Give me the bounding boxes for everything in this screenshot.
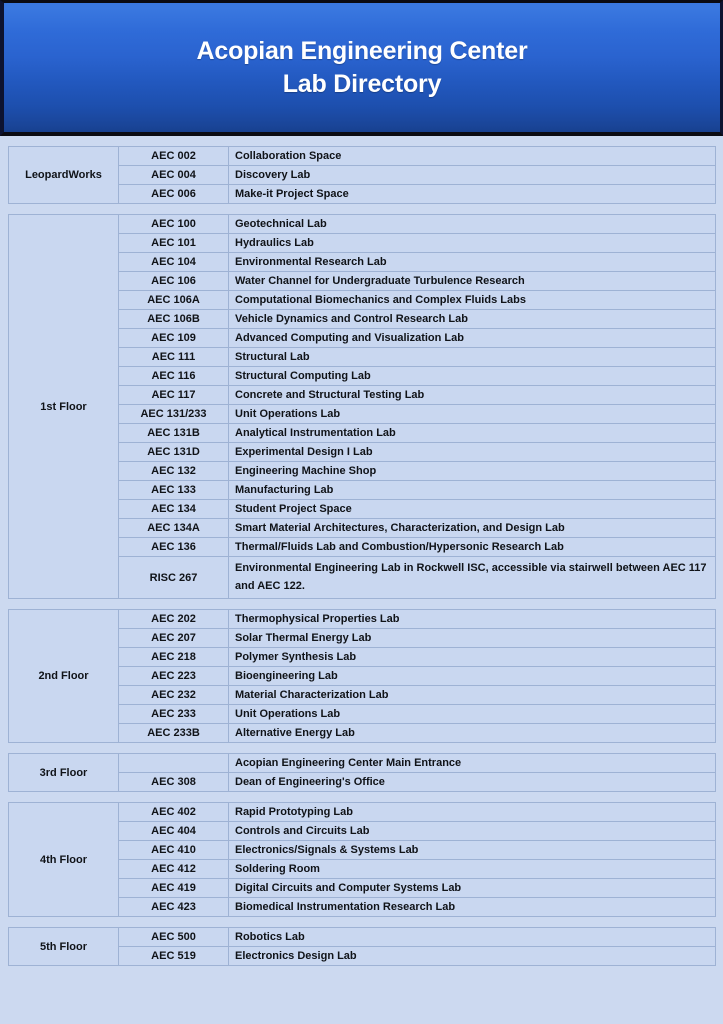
room-number-cell: AEC 100 [119,215,229,234]
room-number-cell: AEC 308 [119,773,229,792]
lab-name-cell: Robotics Lab [229,928,716,947]
room-number-cell: AEC 106 [119,272,229,291]
room-number-cell: AEC 131D [119,443,229,462]
room-number-cell: AEC 136 [119,538,229,557]
lab-directory [0,146,723,966]
room-number-cell: AEC 109 [119,329,229,348]
room-number-cell: AEC 101 [119,234,229,253]
room-number-cell [119,754,229,773]
room-number-cell: AEC 131/233 [119,405,229,424]
room-number-cell: RISC 267 [119,557,229,599]
lab-name-cell: Unit Operations Lab [229,405,716,424]
floor-section-table [8,609,716,743]
lab-name-cell: Concrete and Structural Testing Lab [229,386,716,405]
room-number-cell: AEC 004 [119,166,229,185]
lab-name-cell: Computational Biomechanics and Complex Fluids Labs [229,291,716,310]
room-number-cell: AEC 131B [119,424,229,443]
room-number-cell: AEC 410 [119,841,229,860]
lab-name-cell: Geotechnical Lab [229,215,716,234]
table-row [9,147,716,166]
lab-name-cell: Engineering Machine Shop [229,462,716,481]
lab-name-cell: Thermophysical Properties Lab [229,610,716,629]
lab-name-cell: Polymer Synthesis Lab [229,648,716,667]
lab-name-cell: Acopian Engineering Center Main Entrance [229,754,716,773]
room-number-cell: AEC 218 [119,648,229,667]
room-number-cell: AEC 106B [119,310,229,329]
room-number-cell: AEC 111 [119,348,229,367]
lab-name-cell: Structural Computing Lab [229,367,716,386]
lab-name-cell: Electronics/Signals & Systems Lab [229,841,716,860]
section-gap [0,743,723,753]
room-number-cell: AEC 233 [119,705,229,724]
table-row [9,754,716,773]
lab-name-cell: Discovery Lab [229,166,716,185]
lab-name-cell: Smart Material Architectures, Characterization, and Design Lab [229,519,716,538]
room-number-cell: AEC 116 [119,367,229,386]
lab-name-cell: Experimental Design I Lab [229,443,716,462]
page-title-line-2: Lab Directory [282,69,442,98]
table-row [9,215,716,234]
room-number-cell: AEC 419 [119,879,229,898]
room-number-cell: AEC 232 [119,686,229,705]
lab-name-cell: Water Channel for Undergraduate Turbulence Research [229,272,716,291]
room-number-cell: AEC 202 [119,610,229,629]
room-number-cell: AEC 423 [119,898,229,917]
room-number-cell: AEC 134A [119,519,229,538]
lab-name-cell: Biomedical Instrumentation Research Lab [229,898,716,917]
room-number-cell: AEC 223 [119,667,229,686]
page-header-banner [0,0,723,136]
room-number-cell: AEC 104 [119,253,229,272]
floor-label-cell: 4th Floor [9,803,119,917]
room-number-cell: AEC 006 [119,185,229,204]
lab-name-cell: Make-it Project Space [229,185,716,204]
floor-label-cell: 3rd Floor [9,754,119,792]
room-number-cell: AEC 233B [119,724,229,743]
lab-name-cell: Advanced Computing and Visualization Lab [229,329,716,348]
lab-name-cell: Controls and Circuits Lab [229,822,716,841]
floor-section-table [8,214,716,599]
table-row [9,928,716,947]
floor-label-cell: 2nd Floor [9,610,119,743]
lab-name-cell: Soldering Room [229,860,716,879]
lab-name-cell: Thermal/Fluids Lab and Combustion/Hypersonic Research Lab [229,538,716,557]
floor-section-table [8,927,716,966]
lab-name-cell: Environmental Engineering Lab in Rockwell ISC, accessible via stairwell between AEC 117 and AEC 122. [229,557,716,599]
lab-name-cell: Material Characterization Lab [229,686,716,705]
table-row [9,803,716,822]
lab-name-cell: Dean of Engineering's Office [229,773,716,792]
room-number-cell: AEC 133 [119,481,229,500]
lab-name-cell: Vehicle Dynamics and Control Research Lab [229,310,716,329]
room-number-cell: AEC 117 [119,386,229,405]
lab-name-cell: Hydraulics Lab [229,234,716,253]
lab-name-cell: Unit Operations Lab [229,705,716,724]
room-number-cell: AEC 500 [119,928,229,947]
floor-label-cell: LeopardWorks [9,147,119,204]
floor-label-cell: 1st Floor [9,215,119,599]
lab-name-cell: Electronics Design Lab [229,947,716,966]
lab-name-cell: Structural Lab [229,348,716,367]
room-number-cell: AEC 207 [119,629,229,648]
banner-gap [0,136,723,146]
section-gap [0,599,723,609]
room-number-cell: AEC 412 [119,860,229,879]
room-number-cell: AEC 134 [119,500,229,519]
section-gap [0,204,723,214]
lab-name-cell: Collaboration Space [229,147,716,166]
room-number-cell: AEC 519 [119,947,229,966]
room-number-cell: AEC 132 [119,462,229,481]
page-title-line-1: Acopian Engineering Center [196,37,528,65]
floor-label-cell: 5th Floor [9,928,119,966]
floor-section-table [8,802,716,917]
section-gap [0,792,723,802]
lab-name-cell: Student Project Space [229,500,716,519]
lab-name-cell: Alternative Energy Lab [229,724,716,743]
lab-name-cell: Rapid Prototyping Lab [229,803,716,822]
lab-name-cell: Manufacturing Lab [229,481,716,500]
room-number-cell: AEC 106A [119,291,229,310]
room-number-cell: AEC 002 [119,147,229,166]
lab-name-cell: Environmental Research Lab [229,253,716,272]
lab-name-cell: Digital Circuits and Computer Systems Lab [229,879,716,898]
table-row [9,610,716,629]
room-number-cell: AEC 404 [119,822,229,841]
lab-name-cell: Analytical Instrumentation Lab [229,424,716,443]
floor-section-table [8,753,716,792]
lab-name-cell: Solar Thermal Energy Lab [229,629,716,648]
section-gap [0,917,723,927]
page-title [197,35,528,100]
lab-name-cell: Bioengineering Lab [229,667,716,686]
room-number-cell: AEC 402 [119,803,229,822]
floor-section-table [8,146,716,204]
